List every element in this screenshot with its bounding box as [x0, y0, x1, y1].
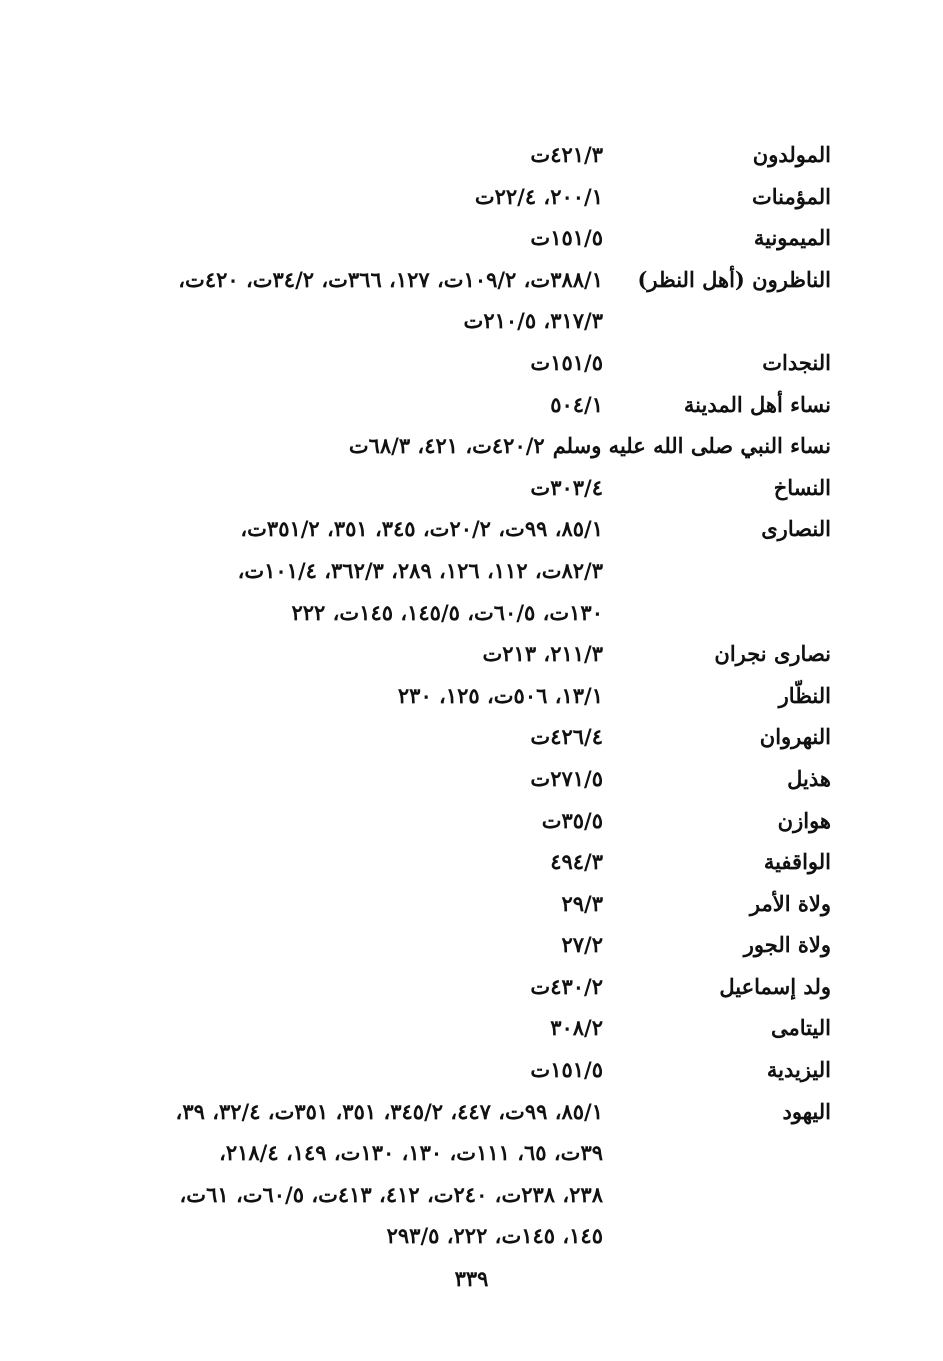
index-entry	[111, 384, 831, 426]
index-references	[111, 425, 545, 467]
index-entry	[111, 467, 831, 509]
index-references	[111, 758, 603, 800]
index-term: النظّار	[778, 682, 831, 708]
reference-line: ٨٢/٣ت، ١١٢، ١٢٦، ٢٨٩، ٣٦٢/٣، ١٠١/٤ت،	[237, 557, 603, 583]
reference-line: ٢٧/٢	[561, 932, 603, 958]
index-entry	[111, 425, 831, 467]
reference-line: ٣٠٨/٢	[550, 1015, 603, 1041]
index-references	[111, 467, 603, 509]
reference-line: ١٥١/٥ت	[530, 225, 603, 251]
reference-line: ٣٩ت، ٦٥، ١١١ت، ١٣٠، ١٣٠ت، ١٤٩، ٢١٨/٤،	[219, 1140, 603, 1166]
index-term: نساء أهل المدينة	[683, 391, 831, 417]
index-term: النجدات	[762, 349, 831, 375]
index-references	[111, 924, 603, 966]
index-references	[111, 1007, 603, 1049]
index-term: النصارى	[761, 516, 831, 542]
index-term: الواقفية	[763, 849, 831, 875]
index-term: النساخ	[773, 474, 831, 500]
index-entry	[111, 966, 831, 1008]
index-references	[111, 342, 603, 384]
page-number: ٣٣٩	[454, 1266, 489, 1291]
reference-line: ٣٠٣/٤ت	[530, 474, 603, 500]
reference-line: ٤٩٤/٣	[550, 849, 603, 875]
index-references	[111, 966, 603, 1008]
reference-line: ١٣/١، ٥٠٦ت، ١٢٥، ٢٣٠	[397, 682, 603, 708]
index-entry	[111, 134, 831, 176]
index-entry	[111, 758, 831, 800]
reference-line: ١٥١/٥ت	[530, 349, 603, 375]
reference-line: ٣٨٨/١ت، ١٠٩/٢ت، ١٢٧، ٣٦٦ت، ٣٤/٢ت، ٤٢٠ت،	[178, 266, 603, 292]
index-term: هذيل	[787, 765, 831, 791]
index-references	[111, 384, 603, 426]
index-term: ولد إسماعيل	[719, 973, 831, 999]
index-entry	[111, 1091, 831, 1257]
reference-line: ٢٧١/٥ت	[530, 765, 603, 791]
index-term: الناظرون (أهل النظر)	[637, 266, 831, 292]
index-term: اليتامى	[770, 1015, 831, 1041]
index-entry	[111, 675, 831, 717]
index-references	[111, 134, 603, 176]
index-entry	[111, 633, 831, 675]
index-term: الميمونية	[753, 225, 831, 251]
index-references	[111, 841, 603, 883]
index-references	[111, 1049, 603, 1091]
index-term: اليهود	[782, 1098, 831, 1124]
reference-line: ٥٠٤/١	[550, 391, 603, 417]
index-entry	[111, 508, 831, 633]
reference-line: ٢١١/٣، ٢١٣ت	[482, 641, 603, 667]
index-entry	[111, 1049, 831, 1091]
index-entry	[111, 716, 831, 758]
index-entry	[111, 841, 831, 883]
index-entry	[111, 176, 831, 218]
index-references	[111, 883, 603, 925]
index-term: النهروان	[759, 724, 831, 750]
index-entry	[111, 259, 831, 342]
index-entry	[111, 1007, 831, 1049]
reference-line: ٤٣٠/٢ت	[530, 973, 603, 999]
index-entry	[111, 800, 831, 842]
index-references	[111, 716, 603, 758]
index-references	[111, 259, 603, 342]
index-references	[111, 217, 603, 259]
index-term: ولاة الأمر	[749, 890, 831, 916]
index-term: نصارى نجران	[714, 641, 831, 667]
index-references	[111, 800, 603, 842]
reference-line: ٨٥/١، ٩٩ت، ٤٤٧، ٣٤٥/٢، ٣٥١، ٣٥١ت، ٣٢/٤، ٣٩،	[175, 1098, 603, 1124]
reference-line: ٤٢٦/٤ت	[530, 724, 603, 750]
reference-line: ١٣٠ت، ٦٠/٥ت، ١٤٥/٥، ١٤٥ت، ٢٢٢	[291, 599, 603, 625]
reference-line: ٨٥/١، ٩٩ت، ٢٠/٢ت، ٣٤٥، ٣٥١، ٣٥١/٢ت،	[240, 516, 603, 542]
index-term: هوازن	[777, 807, 831, 833]
index-references	[111, 633, 603, 675]
index-term: المولدون	[752, 142, 831, 167]
reference-line: ٣١٧/٣، ٢١٠/٥ت	[463, 308, 603, 334]
reference-line: ٢٩/٣	[561, 890, 603, 916]
reference-line: ٣٥/٥ت	[541, 807, 603, 833]
reference-line: ٤٢٠/٢ت، ٤٢١، ٦٨/٣ت	[348, 433, 545, 459]
reference-line: ١٤٥، ١٤٥ت، ٢٢٢، ٢٩٣/٥	[386, 1223, 603, 1249]
index-entry	[111, 924, 831, 966]
index-references	[111, 1091, 603, 1257]
index-term: اليزيدية	[766, 1057, 831, 1083]
reference-line: ٤٢١/٣ت	[530, 142, 603, 167]
index-references	[111, 675, 603, 717]
reference-line: ٢٠٠/١، ٢٢/٤ت	[474, 183, 603, 209]
index-entry	[111, 883, 831, 925]
index-entry	[111, 342, 831, 384]
index-references	[111, 176, 603, 218]
index-term: ولاة الجور	[743, 932, 831, 958]
index-references	[111, 508, 603, 633]
reference-line: ١٥١/٥ت	[530, 1057, 603, 1083]
index-term: المؤمنات	[752, 183, 831, 209]
index-entries	[111, 134, 831, 1257]
index-entry	[111, 217, 831, 259]
index-term: نساء النبي صلى الله عليه وسلم	[552, 433, 831, 459]
reference-line: ٢٣٨، ٢٣٨ت، ٢٤٠ت، ٤١٢، ٤١٣ت، ٦٠/٥ت، ٦١ت،	[179, 1181, 603, 1207]
